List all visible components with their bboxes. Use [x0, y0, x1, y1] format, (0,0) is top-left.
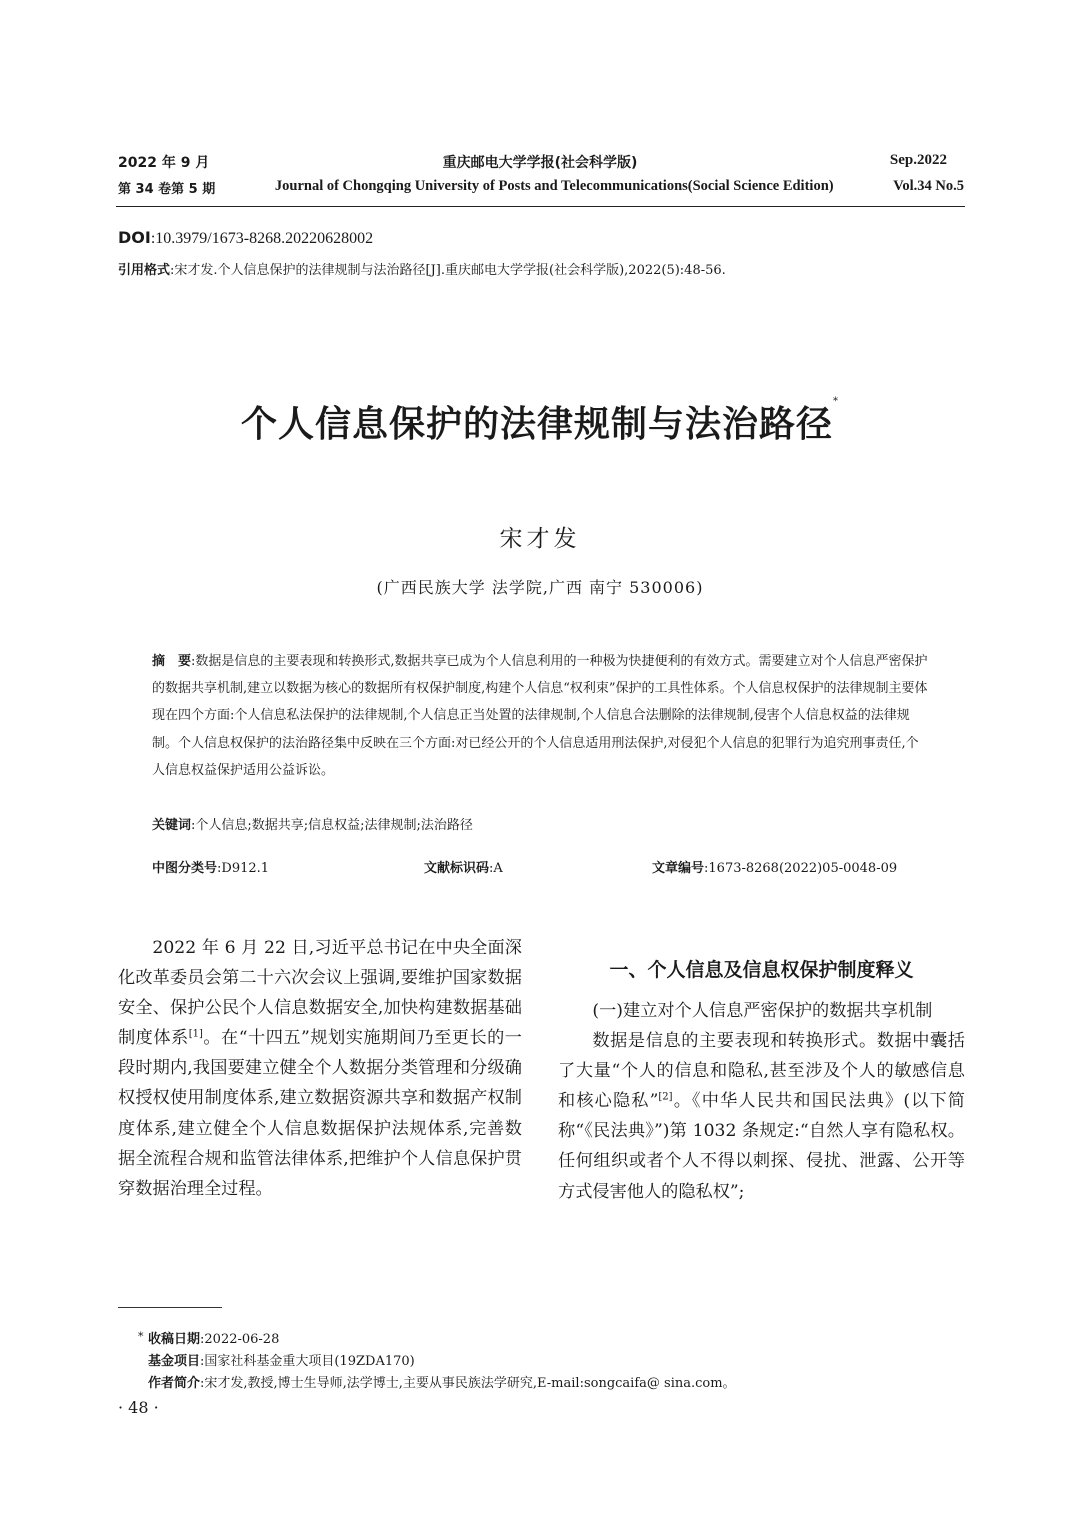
fund-value: :国家社科基金重大项目(19ZDA170): [200, 1354, 415, 1369]
header-journal-cn: 重庆邮电大学学报(社会科学版): [442, 155, 638, 171]
fund-label: 基金项目: [148, 1354, 201, 1369]
doi-label: DOI: [118, 228, 151, 247]
body-text: 。《中华人民共和国民法典》(以下简称“《民法典》”)第 1032 条规定:“自然人享有隐私权。任何组织或者个人不得以刺探、侵扰、泄露、公开等方式侵害他人的隐私权”;: [558, 1091, 965, 1202]
footnote-received: [148, 1328, 279, 1347]
abstract-text: :数据是信息的主要表现和转换形式,数据共享已成为个人信息利用的一种极为快捷便利的有效方式。需要建立对个人信息严密保护的数据共享机制,建立以数据为核心的数据所有权保护制度,构建个人信息“权利束”保护的工具性体系。个人信息权保护的法律规制主要体现在四个方面:个人信息私法保护的法律规制,个人信息正当处置的法律规制,个人信息合法删除的法律规制,侵害个人信息权益的法律规制。个人信息权保护的法治路径集中反映在三个方面:对已经公开的个人信息适用刑法保护,对侵犯个人信息的犯罪行为追究刑事责任,个人信息权益保护适用公益诉讼。: [152, 654, 928, 778]
keywords: [152, 814, 930, 833]
doc-code-value: :A: [489, 861, 503, 876]
bio-value: :宋才发,教授,博士生导师,法学博士,主要从事民族法学研究,E-mail:songcaifa@ sina.com。: [200, 1376, 736, 1391]
header-issue-en: Vol.34 No.5: [893, 178, 964, 194]
citation-value: :宋才发.个人信息保护的法律规制与法治路径[J].重庆邮电大学学报(社会科学版),2022(5):48-56.: [170, 263, 726, 278]
author-affiliation: (广西民族大学 法学院,广西 南宁 530006): [376, 578, 704, 597]
header-date-en: Sep.2022: [889, 152, 947, 168]
article-number-label: 文章编号: [652, 861, 705, 876]
footnote-fund: [148, 1350, 415, 1369]
section-heading: 一、个人信息及信息权保护制度释义: [609, 959, 914, 981]
keywords-label: 关键词: [152, 818, 192, 833]
doi-line: [118, 228, 373, 248]
doc-code-label: 文献标识码: [424, 861, 490, 876]
body-text: 2022 年 6 月 22 日,习近平总书记在中央全面深化改革委员会第二十六次会议上强调,要维护国家数据安全、保护公民个人信息数据安全,加快构建数据基础制度体系: [118, 938, 522, 1049]
header-rule: [116, 206, 965, 207]
subsection-heading: (一)建立对个人信息严密保护的数据共享机制: [592, 1001, 933, 1021]
header-date-cn: 2022 年 9 月: [118, 155, 210, 171]
abstract: [152, 648, 930, 784]
received-value: :2022-06-28: [200, 1332, 280, 1347]
abstract-label: 摘 要: [152, 654, 192, 669]
header-row-2: [118, 178, 964, 197]
article-number: [652, 857, 897, 876]
citation-ref-2[interactable]: [2]: [658, 1091, 673, 1103]
received-label: 收稿日期: [148, 1332, 201, 1347]
body-text: 。在“十四五”规划实施期间乃至更长的一段时期内,我国要建立健全个人数据分类管理和分级确权授权使用制度体系,建立数据资源共享和数据产权制度体系,建立健全个人信息数据保护法规体系,完善数据全流程合规和监管法律体系,把维护个人信息保护贯穿数据治理全过程。: [118, 1028, 522, 1199]
body-paragraph: [118, 933, 522, 1204]
page-number: · 48 ·: [118, 1398, 159, 1417]
bio-label: 作者简介: [148, 1376, 201, 1391]
paper-title-text: 个人信息保护的法律规制与法治路径: [240, 403, 833, 445]
citation-ref-1[interactable]: [1]: [188, 1028, 203, 1040]
header-journal-en: Journal of Chongqing University of Posts and Telecommunications(Social Science Edition): [274, 178, 834, 194]
document-code: [424, 857, 503, 876]
body-paragraph: [558, 1026, 965, 1207]
citation-line: [118, 259, 726, 278]
footnote-rule: [118, 1307, 222, 1308]
header-issue-cn: 第 34 卷第 5 期: [118, 182, 216, 197]
clc-number: [152, 857, 269, 876]
citation-label: 引用格式: [118, 263, 171, 278]
footnote-bio: [148, 1372, 736, 1391]
body-left-column: [118, 933, 522, 1204]
title-footnote-mark: *: [833, 396, 839, 407]
author-name: 宋才发: [499, 526, 581, 552]
clc-label: 中图分类号: [152, 861, 218, 876]
clc-value: :D912.1: [217, 861, 270, 876]
doi-value[interactable]: :10.3979/1673-8268.20220628002: [150, 230, 374, 247]
footnote-star: *: [138, 1330, 144, 1343]
article-number-value: :1673-8268(2022)05-0048-09: [704, 861, 898, 876]
keywords-text: :个人信息;数据共享;信息权益;法律规制;法治路径: [191, 818, 473, 833]
paper-title: [0, 396, 1080, 447]
body-right-column: [558, 996, 965, 1207]
body-text: 数据是信息的主要表现和转换形式。数据中囊括了大量“个人的信息和隐私,甚至涉及个人的敏感信息和核心隐私”: [558, 1031, 965, 1112]
